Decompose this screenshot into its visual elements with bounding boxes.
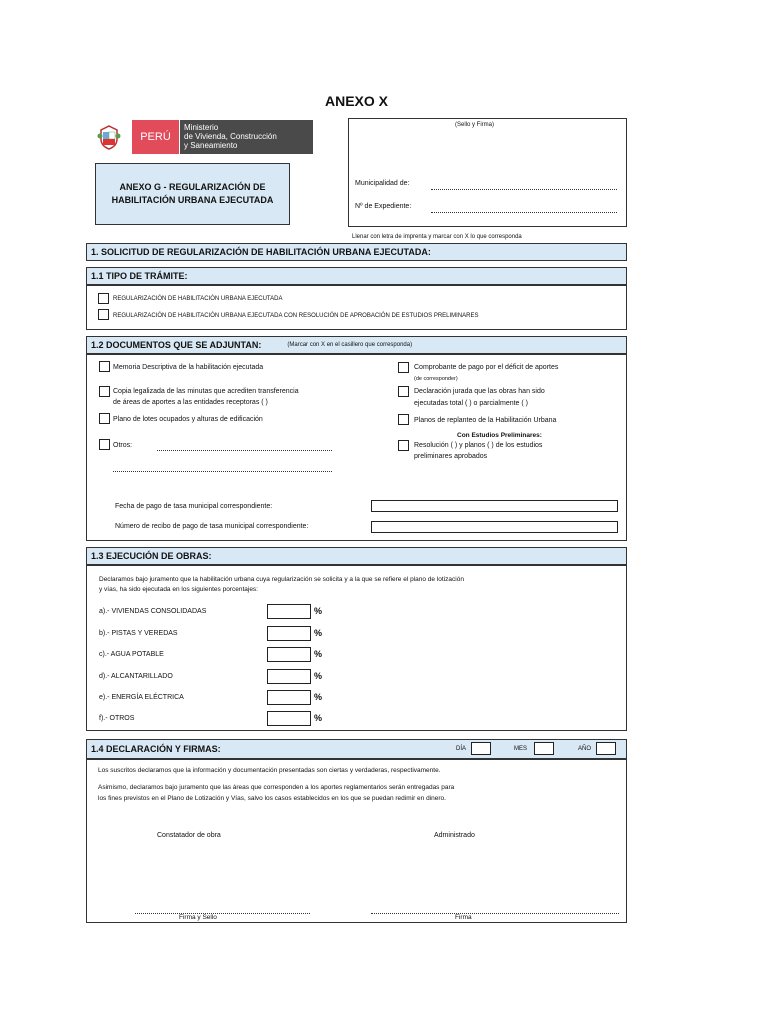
- declaracion-label-2: ejecutadas total ( ) o parcialmente ( ): [414, 400, 528, 407]
- dia-input[interactable]: [471, 742, 491, 755]
- otros-field-1[interactable]: [157, 450, 332, 451]
- seal-label: (Sello y Firma): [455, 122, 495, 128]
- section-1-header: 1. SOLICITUD DE REGULARIZACIÓN DE HABILITACIÓN URBANA EJECUTADA:: [86, 243, 627, 261]
- pistas-input[interactable]: [267, 626, 311, 641]
- municipality-field[interactable]: [431, 189, 617, 190]
- section-1-3-body: [86, 565, 627, 731]
- agua-input[interactable]: [267, 647, 311, 662]
- checkbox-memoria[interactable]: [99, 361, 110, 372]
- pistas-percent: %: [314, 628, 323, 638]
- ministry-brand: Ministerio de Vivienda, Construcción y Saneamiento: [180, 120, 313, 154]
- numero-recibo-label: Número de recibo de pago de tasa municipal correspondiente:: [115, 523, 309, 530]
- mes-label: MES: [514, 746, 528, 752]
- checkbox-tramite-2[interactable]: [98, 309, 109, 320]
- anio-label: AÑO: [578, 746, 592, 752]
- dia-label: DÍA: [456, 746, 467, 752]
- otros-label: Otros:: [113, 442, 133, 449]
- energia-input[interactable]: [267, 690, 311, 705]
- anio-input[interactable]: [596, 742, 616, 755]
- viviendas-input[interactable]: [267, 604, 311, 619]
- otros-input[interactable]: [267, 711, 311, 726]
- agua-percent: %: [314, 649, 323, 659]
- checkbox-copia[interactable]: [99, 386, 110, 397]
- firma-sello-label: Firma y Sello: [179, 914, 217, 921]
- declaracion-p2-2: los fines previstos en el Plano de Lotización y Vías, salvo los casos establecidos en los que se puedan redimir en dinero.: [98, 795, 446, 802]
- coat-of-arms-icon: [95, 123, 123, 151]
- checkbox-tramite-1[interactable]: [98, 293, 109, 304]
- ejecucion-desc-2: y vías, ha sido ejecutada en los siguientes porcentajes:: [99, 586, 258, 593]
- declaracion-p2-1: Asimismo, declaramos bajo juramento que las áreas que corresponden a los aportes reglamentarios serán entregadas para: [98, 784, 455, 791]
- ejecucion-desc-1: Declaramos bajo juramento que la habilitación urbana cuya regularización se solicita y a la que se refiere el plano de lotización: [99, 576, 464, 583]
- viviendas-percent: %: [314, 606, 323, 616]
- mes-input[interactable]: [534, 742, 554, 755]
- numero-recibo-field[interactable]: [371, 521, 618, 533]
- resolucion-label-1: Resolución ( ) y planos ( ) de los estudios: [414, 442, 543, 449]
- alcantarillado-percent: %: [314, 671, 323, 681]
- file-number-field[interactable]: [431, 212, 617, 213]
- page-title: ANEXO X: [325, 93, 389, 109]
- checkbox-declaracion[interactable]: [398, 386, 409, 397]
- section-1-4-body: [86, 759, 627, 923]
- item-otros: f).- OTROS: [99, 715, 135, 722]
- otros-percent: %: [314, 713, 323, 723]
- tramite-option-1: REGULARIZACIÓN DE HABILITACIÓN URBANA EJECUTADA: [113, 296, 283, 302]
- firma-sello-line[interactable]: [135, 913, 310, 914]
- annex-g-box: ANEXO G - REGULARIZACIÓN DE HABILITACIÓN URBANA EJECUTADA: [95, 163, 290, 225]
- firma-label: Firma: [455, 914, 472, 921]
- fecha-pago-field[interactable]: [371, 500, 618, 512]
- checkbox-planos-replanteo[interactable]: [398, 414, 409, 425]
- otros-field-2[interactable]: [113, 471, 332, 472]
- section-1-3-header: 1.3 EJECUCIÓN DE OBRAS:: [86, 547, 627, 565]
- comprobante-note: (de corresponder): [414, 376, 458, 382]
- resolucion-label-2: preliminares aprobados: [414, 453, 488, 460]
- checkbox-resolucion[interactable]: [398, 440, 409, 451]
- constatador-label: Constatador de obra: [157, 832, 221, 839]
- plano-lotes-label: Plano de lotes ocupados y alturas de edificación: [113, 416, 263, 423]
- copia-label-1: Copia legalizada de las minutas que acrediten transferencia: [113, 388, 299, 395]
- checkbox-otros[interactable]: [99, 439, 110, 450]
- energia-percent: %: [314, 692, 323, 702]
- administrado-label: Administrado: [434, 832, 475, 839]
- alcantarillado-input[interactable]: [267, 669, 311, 684]
- checkbox-plano-lotes[interactable]: [99, 413, 110, 424]
- section-1-2-header: 1.2 DOCUMENTOS QUE SE ADJUNTAN: (Marcar con X en el casillero que corresponda): [86, 336, 627, 354]
- item-energia: e).- ENERGÍA ELÉCTRICA: [99, 694, 184, 701]
- con-estudios-label: Con Estudios Preliminares:: [457, 432, 542, 439]
- seal-box: [348, 118, 627, 227]
- item-pistas: b).- PISTAS Y VEREDAS: [99, 630, 178, 637]
- section-1-4-header: 1.4 DECLARACIÓN Y FIRMAS:: [86, 739, 627, 759]
- item-viviendas: a).- VIVIENDAS CONSOLIDADAS: [99, 608, 207, 615]
- logo: [95, 120, 313, 154]
- section-1-1-body: [86, 285, 627, 330]
- planos-replanteo-label: Planos de replanteo de la Habilitación Urbana: [414, 417, 557, 424]
- declaracion-label-1: Declaración jurada que las obras han sido: [414, 388, 545, 395]
- copia-label-2: de áreas de aportes a las entidades receptoras ( ): [113, 399, 268, 406]
- item-agua: c).- AGUA POTABLE: [99, 651, 164, 658]
- comprobante-label: Comprobante de pago por el déficit de aportes: [414, 364, 559, 371]
- tramite-option-2: REGULARIZACIÓN DE HABILITACIÓN URBANA EJECUTADA CON RESOLUCIÓN DE APROBACIÓN DE ESTUDIOS PRELIMINARES: [113, 313, 479, 319]
- municipality-label: Municipalidad de:: [355, 180, 410, 187]
- item-alcantarillado: d).- ALCANTARILLADO: [99, 673, 173, 680]
- section-1-2-body: [86, 354, 627, 541]
- checkbox-comprobante[interactable]: [398, 362, 409, 373]
- file-number-label: Nº de Expediente:: [355, 203, 412, 210]
- firma-line[interactable]: [371, 913, 619, 914]
- section-1-1-header: 1.1 TIPO DE TRÁMITE:: [86, 267, 627, 285]
- declaracion-p1: Los suscritos declaramos que la información y documentación presentadas son ciertas y verdaderas, respectivamente.: [98, 767, 441, 774]
- fecha-pago-label: Fecha de pago de tasa municipal correspondiente:: [115, 503, 273, 510]
- memoria-label: Memoria Descriptiva de la habilitación ejecutada: [113, 364, 264, 371]
- instruction-text: Llenar con letra de imprenta y marcar con X lo que corresponda: [352, 234, 522, 240]
- peru-brand: PERÚ: [132, 120, 179, 154]
- section-1-2-note: (Marcar con X en el casillero que corresponda): [287, 342, 413, 348]
